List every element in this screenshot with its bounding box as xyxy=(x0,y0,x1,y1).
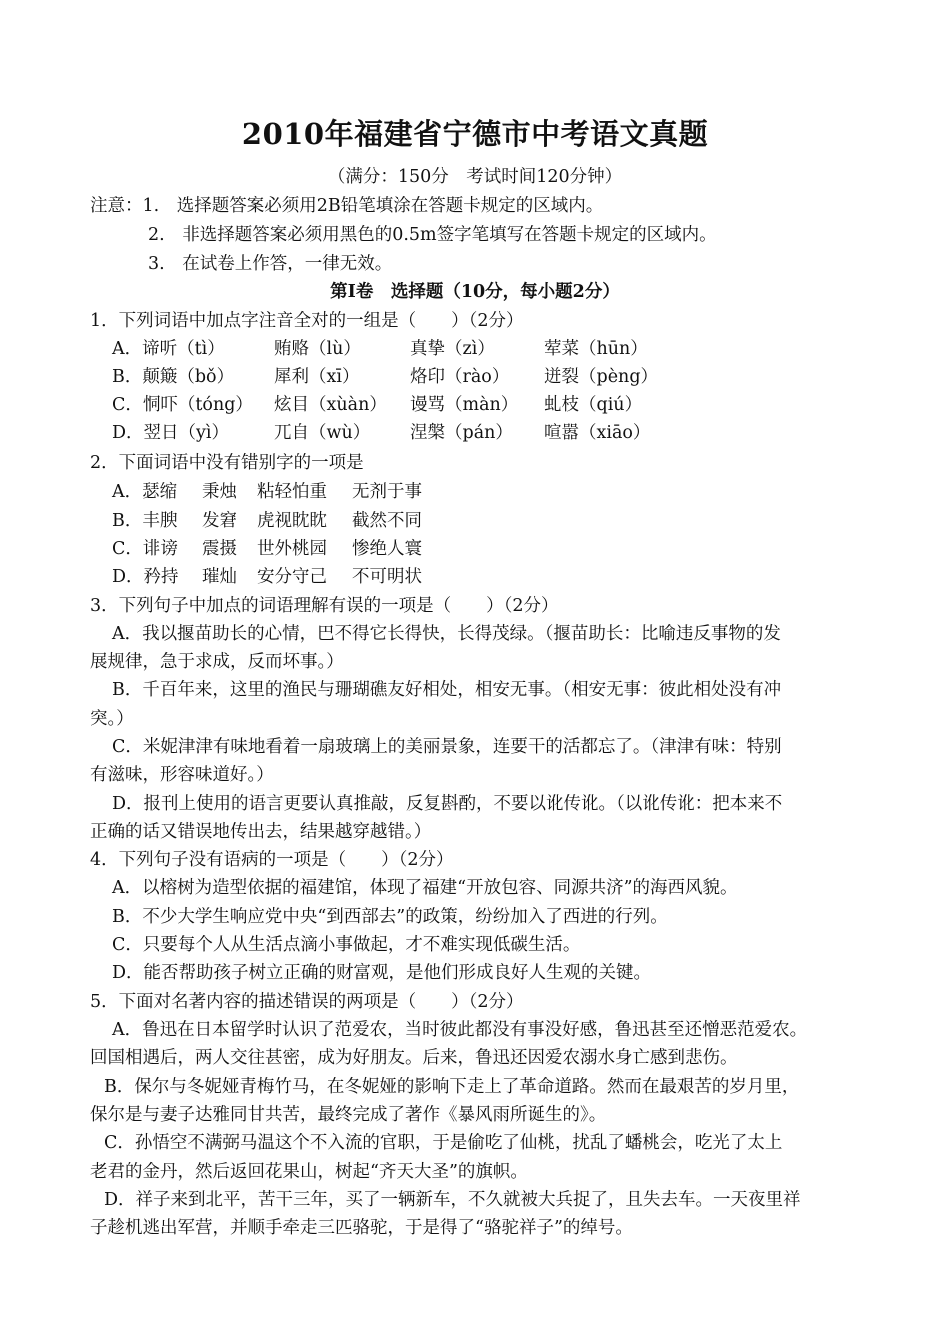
q1-c-2: 炫目（xùàn） xyxy=(274,395,387,415)
q1-a-4: 荤菜（hūn） xyxy=(544,339,648,359)
note-1: 注意：1. 选择题答案必须用2B铅笔填涂在答题卡规定的区域内。 xyxy=(90,196,604,216)
q1-b-4: 迸裂（pèng） xyxy=(544,367,659,387)
q2-c-4: 惨绝人寰 xyxy=(352,539,422,559)
q3-option-b-cont: 突。） xyxy=(90,709,134,729)
q2-c-2: 震摄 xyxy=(202,539,237,559)
q3-option-b: B．千百年来，这里的渔民与珊瑚礁友好相处，相安无事。（相安无事：彼此相处没有冲 xyxy=(112,680,782,700)
q2-d-1: D．矜持 xyxy=(112,567,179,587)
q1-c-1: C．恫吓（tóng） xyxy=(112,395,253,415)
q3-option-c: C．米妮津津有味地看着一扇玻璃上的美丽景象，连要干的活都忘了。（津津有味：特别 xyxy=(112,737,782,757)
note-3: 3. 在试卷上作答，一律无效。 xyxy=(148,254,393,274)
q4-option-c: C．只要每个人从生活点滴小事做起，才不难实现低碳生活。 xyxy=(112,935,581,955)
q1-a-1: A．谛听（tì） xyxy=(112,339,225,359)
q2-a-3: 粘轻怕重 xyxy=(257,482,327,502)
exam-subtitle: （满分：150分 考试时间120分钟） xyxy=(327,167,623,187)
q1-d-2: 兀自（wù） xyxy=(274,423,371,443)
q3-option-d: D．报刊上使用的语言更要认真推敲，反复斟酌，不要以讹传讹。（以讹传讹：把本来不 xyxy=(112,794,783,814)
q5-stem: 5．下面对名著内容的描述错误的两项是（ ）（2分） xyxy=(90,992,524,1012)
q2-d-3: 安分守己 xyxy=(257,567,327,587)
q5-option-d: D．祥子来到北平，苦干三年，买了一辆新车，不久就被大兵捉了，且失去车。一天夜里祥 xyxy=(104,1190,801,1210)
q5-option-a: A．鲁迅在日本留学时认识了范爱农，当时彼此都没有事没好感，鲁迅甚至还憎恶范爱农。 xyxy=(112,1020,808,1040)
q2-d-4: 不可明状 xyxy=(352,567,422,587)
page-title: 2010年福建省宁德市中考语文真题 xyxy=(241,117,709,151)
q5-option-d-cont: 子趁机逃出军营，并顺手牵走三匹骆驼，于是得了“骆驼祥子”的绰号。 xyxy=(90,1218,633,1238)
q4-stem: 4．下列句子没有语病的一项是（ ）（2分） xyxy=(90,850,454,870)
q2-a-2: 秉烛 xyxy=(202,482,237,502)
q5-option-b-cont: 保尔是与妻子达雅同甘共苦，最终完成了著作《暴风雨所诞生的》。 xyxy=(90,1105,607,1125)
q3-stem: 3．下列句子中加点的词语理解有误的一项是（ ）（2分） xyxy=(90,596,559,616)
q1-c-3: 谩骂（màn） xyxy=(410,395,519,415)
q2-b-1: B．丰腴 xyxy=(112,511,178,531)
q2-b-3: 虎视眈眈 xyxy=(257,511,327,531)
q1-b-2: 犀利（xī） xyxy=(274,367,360,387)
q5-option-a-cont: 回国相遇后，两人交往甚密，成为好朋友。后来，鲁迅还因爱农溺水身亡感到悲伤。 xyxy=(90,1048,738,1068)
q2-b-2: 发窘 xyxy=(202,511,237,531)
q5-option-c-cont: 老君的金丹，然后返回花果山，树起“齐天大圣”的旗帜。 xyxy=(90,1162,528,1182)
q4-option-d: D．能否帮助孩子树立正确的财富观，是他们形成良好人生观的关键。 xyxy=(112,963,652,983)
q1-c-4: 虬枝（qiú） xyxy=(544,395,643,415)
q1-a-2: 贿赂（lù） xyxy=(274,339,361,359)
q3-option-d-cont: 正确的话又错误地传出去，结果越穿越错。） xyxy=(90,822,432,842)
q4-option-b: B．不少大学生响应党中央“到西部去”的政策，纷纷加入了西进的行列。 xyxy=(112,907,668,927)
q1-stem: 1．下列词语中加点字注音全对的一组是（ ）（2分） xyxy=(90,311,524,331)
q3-option-a-cont: 展规律，急于求成，反而坏事。） xyxy=(90,652,344,672)
q1-d-3: 涅槃（pán） xyxy=(410,423,513,443)
q5-option-c: C．孙悟空不满弼马温这个不入流的官职，于是偷吃了仙桃，扰乱了蟠桃会，吃光了太上 xyxy=(104,1133,783,1153)
q2-c-3: 世外桃园 xyxy=(257,539,327,559)
q5-option-b: B．保尔与冬妮娅青梅竹马，在冬妮娅的影响下走上了革命道路。然而在最艰苦的岁月里， xyxy=(104,1077,800,1097)
section-heading: 第Ⅰ卷 选择题（10分，每小题2分） xyxy=(330,282,620,302)
q2-stem: 2．下面词语中没有错别字的一项是 xyxy=(90,453,364,473)
q1-d-4: 喧嚣（xiāo） xyxy=(544,423,651,443)
q1-b-3: 烙印（rào） xyxy=(410,367,510,387)
q2-a-1: A．瑟缩 xyxy=(112,482,178,502)
q2-d-2: 璀灿 xyxy=(202,567,237,587)
q3-option-c-cont: 有滋味，形容味道好。） xyxy=(90,765,274,785)
q3-option-a: A．我以揠苗助长的心情，巴不得它长得快，长得茂绿。（揠苗助长：比喻违反事物的发 xyxy=(112,624,781,644)
q1-d-1: D．翌日（yì） xyxy=(112,423,230,443)
q2-b-4: 截然不同 xyxy=(352,511,422,531)
q4-option-a: A．以榕树为造型依据的福建馆，体现了福建“开放包容、同源共济”的海西风貌。 xyxy=(112,878,738,898)
note-2: 2. 非选择题答案必须用黑色的0.5m签字笔填写在答题卡规定的区域内。 xyxy=(148,225,717,245)
q1-b-1: B．颠簸（bǒ） xyxy=(112,367,235,387)
q1-a-3: 真挚（zì） xyxy=(410,339,495,359)
q2-a-4: 无剂于事 xyxy=(352,482,422,502)
q2-c-1: C．诽谤 xyxy=(112,539,178,559)
